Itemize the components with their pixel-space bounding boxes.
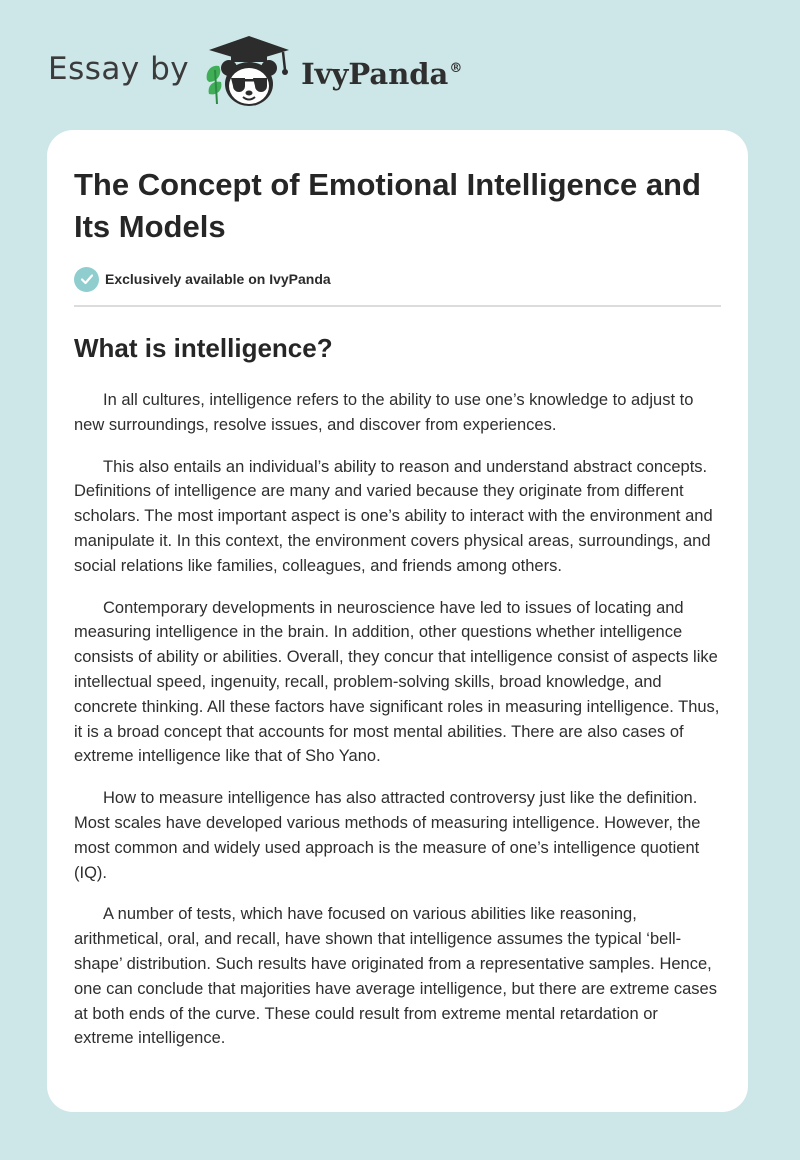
checkmark-icon bbox=[74, 267, 99, 292]
paragraph: Contemporary developments in neuroscience have led to issues of locating and measuring intelligence in the brain. In addition, other questions whether intelligence consists of ability or abilities. Overall, they concur that intelligence consist of aspects like intellectual speed, ingenuity, recall, problem-solving skills, broad knowledge, and concrete thinking. All these factors have significant roles in measuring intelligence. Thus, it is a broad concept that accounts for most mental abilities. There are also cases of extreme intelligence like that of Sho Yano. bbox=[74, 598, 720, 766]
paragraph: In all cultures, intelligence refers to the ability to use one’s knowledge to adjust to new surroundings, resolve issues, and discover from experiences. bbox=[74, 391, 694, 434]
divider bbox=[74, 305, 721, 307]
article-card bbox=[47, 130, 748, 1112]
paragraph: A number of tests, which have focused on various abilities like reasoning, arithmetical, oral, and recall, have shown that intelligence assumes the typical ‘bell-shape’ distribution. Such results have originated from a representative samples. Hence, one can conclude that majorities have average intelligence, but there are extreme cases at both ends of the curve. These could result from extreme mental retardation or extreme intelligence. bbox=[74, 905, 717, 1048]
article-body bbox=[74, 388, 721, 1051]
paragraph: How to measure intelligence has also attracted controversy just like the definition. Most scales have developed various methods of measuring intelligence. However, the most common and widely used approach is the measure of one’s intelligence quotient (IQ). bbox=[74, 789, 701, 882]
brand-name[interactable] bbox=[301, 57, 462, 91]
exclusive-label: Exclusively available on IvyPanda bbox=[105, 271, 331, 287]
brand-text: IvyPanda bbox=[301, 57, 449, 91]
paragraph: This also entails an individual’s ability to reason and understand abstract concepts. Definitions of intelligence are many and varied because they originate from different scholars. The most important aspect is one’s ability to interact with the environment and manipulate it. In this context, the environment covers physical areas, surroundings, and social relations like families, colleagues, and friends among others. bbox=[74, 457, 713, 575]
panda-graduate-icon[interactable] bbox=[203, 34, 295, 110]
exclusive-badge bbox=[74, 266, 721, 292]
trademark-symbol: ® bbox=[449, 61, 463, 76]
site-header bbox=[48, 34, 768, 110]
page-title: The Concept of Emotional Intelligence and Its Models bbox=[74, 167, 701, 244]
section-heading: What is intelligence? bbox=[74, 333, 333, 363]
essay-by-label: Essay by bbox=[48, 51, 190, 87]
